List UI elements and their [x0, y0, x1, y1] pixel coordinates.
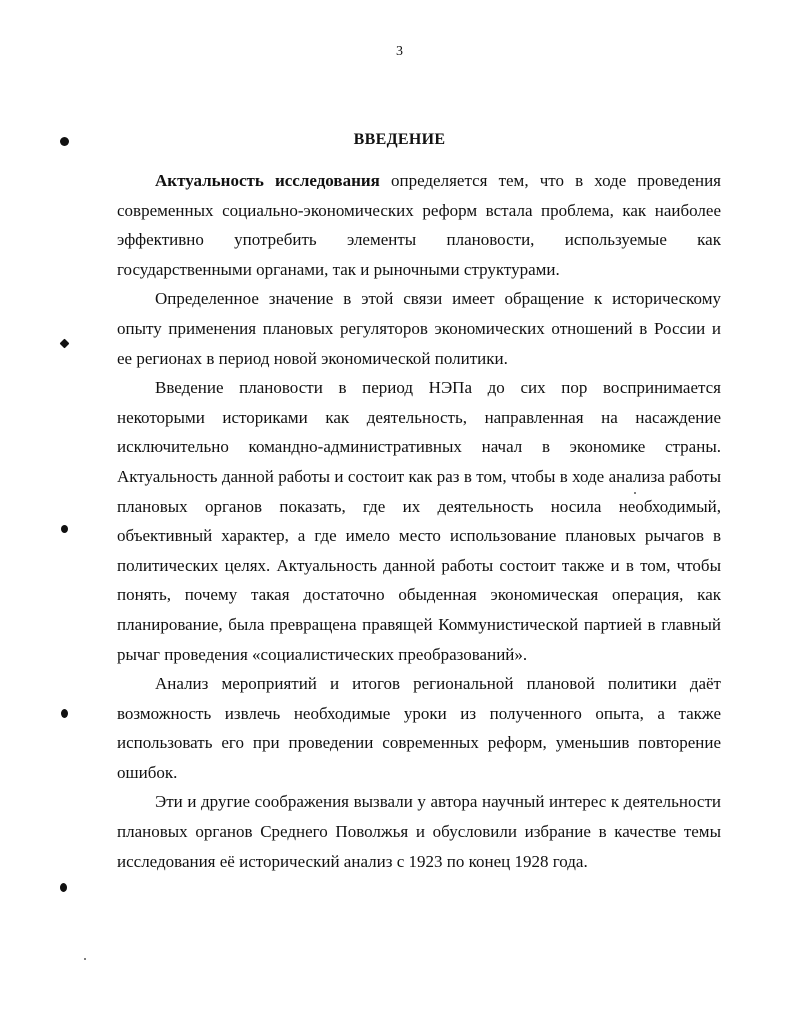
- page-number: 3: [396, 44, 403, 59]
- paragraph-analysis: Анализ мероприятий и итогов региональной плановой политики даёт возможность извлечь необходимые уроки из полученного опыта, а также использовать его при проведении современных реформ, уменьшив повторение ошибок.: [117, 674, 721, 782]
- scan-mark: [60, 883, 67, 892]
- scan-speck: [84, 958, 86, 960]
- section-heading: ВВЕДЕНИЕ: [353, 131, 446, 148]
- scan-mark: [60, 339, 70, 349]
- body-text: [117, 166, 721, 876]
- paragraph-relevance: [117, 166, 721, 284]
- paragraph-lead: Актуальность исследования: [155, 171, 380, 190]
- paragraph-historical-experience: Определенное значение в этой связи имеет обращение к историческому опыту применения плановых регуляторов экономических отношений в России и ее регионах в период новой экономической политики.: [117, 289, 721, 368]
- paragraph-research-topic: Эти и другие соображения вызвали у автора научный интерес к деятельности плановых органов Среднего Поволжья и обусловили избрание в качестве темы исследования её исторический анализ с 1923 по конец 1928 года.: [117, 792, 721, 871]
- scan-mark: [61, 525, 68, 533]
- paragraph-nep-planning: Введение плановости в период НЭПа до сих пор воспринимается некоторыми историками как деятельность, направленная на насаждение исключительно командно-административных начал в экономике страны. Актуальность данной работы и состоит как раз в том, чтобы в ходе анализа работы плановых органов показать, где их деятельность носила необходимый, объективный характер, а где имело место использование плановых рычагов в политических целях. Актуальность данной работы состоит также и в том, чтобы понять, почему такая достаточно обыденная экономическая операция, как планирование, была превращена правящей Коммунистической партией в главный рычаг проведения «социалистических преобразований».: [117, 378, 721, 664]
- scan-mark: [60, 137, 69, 146]
- scan-speck: [634, 492, 636, 494]
- scan-mark: [61, 709, 68, 718]
- paragraph-text: определяется тем, что в ходе проведения современных социально-экономических реформ встала проблема, как наиболее эффективно употребить элементы плановости, используемые как государственными органами, так и рыночными структурами.: [117, 171, 721, 279]
